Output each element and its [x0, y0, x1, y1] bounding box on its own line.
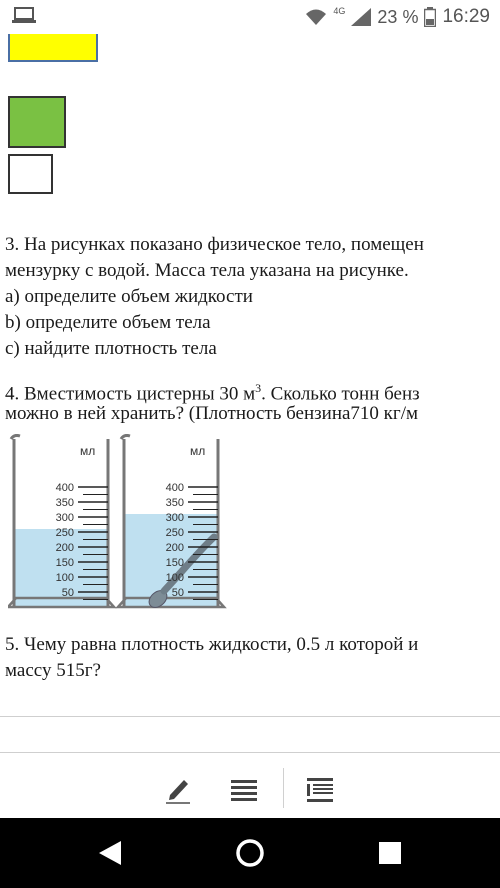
green-square	[8, 96, 66, 148]
back-icon	[97, 839, 123, 867]
scale-label: 400	[165, 482, 184, 494]
recents-icon	[377, 840, 403, 866]
divider-2	[0, 752, 500, 753]
recents-button[interactable]	[373, 836, 407, 870]
view-lines-button[interactable]	[224, 770, 264, 810]
status-bar	[0, 0, 500, 34]
scale-label: 350	[55, 497, 74, 509]
lines-icon	[231, 779, 257, 801]
beaker-spout	[121, 435, 130, 439]
edit-button[interactable]	[158, 770, 198, 810]
q3-line1: 3. На рисунках показано физическое тело, помещен	[5, 234, 424, 255]
home-icon	[235, 838, 265, 868]
q4-line1: 4. Вместимость цистерны 30 $м^3$. Сколько тонн бенз	[5, 381, 420, 405]
wifi-icon	[305, 8, 327, 26]
reflow-button[interactable]	[300, 770, 340, 810]
scale-label: 350	[165, 497, 184, 509]
beaker-spout	[11, 435, 20, 439]
scale-label: 300	[165, 512, 184, 524]
toolbar-separator	[283, 768, 284, 808]
q3-b: b) определите объем тела	[5, 312, 211, 333]
pencil-icon	[164, 775, 192, 805]
battery-percent: 23 %	[377, 6, 419, 27]
editor-toolbar	[0, 760, 500, 818]
scale-label: 50	[171, 587, 184, 599]
battery-icon	[424, 7, 436, 27]
home-button[interactable]	[233, 836, 267, 870]
scale-label: 200	[55, 542, 74, 554]
scale-label: 300	[55, 512, 74, 524]
back-button[interactable]	[93, 836, 127, 870]
divider-1	[0, 716, 500, 717]
signal-icon	[351, 8, 371, 26]
scale-label: 100	[55, 572, 74, 584]
q3-a: a) определите объем жидкости	[5, 286, 253, 307]
scale-label: 150	[165, 557, 184, 569]
beakers-figure	[8, 434, 268, 619]
scale-label: 150	[55, 557, 74, 569]
scale-label: 50	[61, 587, 74, 599]
q4-superscript: 3	[255, 381, 262, 395]
q3-c: c) найдите плотность тела	[5, 338, 217, 359]
q4-line2: можно в ней хранить? (Плотность бензина710 кг/м	[5, 403, 418, 424]
white-square	[8, 154, 53, 194]
q3-line2: мензурку с водой. Масса тела указана на рисунке.	[5, 260, 409, 281]
scale-label: 200	[165, 542, 184, 554]
yellow-square	[8, 34, 98, 62]
laptop-icon	[12, 6, 36, 24]
text-wrap-icon	[307, 778, 333, 802]
q5-line2: массу 515г?	[5, 660, 101, 681]
scale-label: 400	[55, 482, 74, 494]
scale-label: 250	[55, 527, 74, 539]
beaker-right	[118, 435, 224, 610]
beaker-unit-label: мл	[80, 444, 96, 458]
scale-label: 100	[165, 572, 184, 584]
q5-line1: 5. Чему равна плотность жидкости, 0.5 л которой и	[5, 634, 419, 655]
beaker-left	[8, 435, 114, 607]
network-type: 4G	[333, 6, 346, 16]
document-view[interactable]	[0, 34, 500, 724]
beaker-unit-label: мл	[190, 444, 206, 458]
navigation-bar	[0, 818, 500, 888]
scale-label: 250	[165, 527, 184, 539]
clock: 16:29	[442, 6, 490, 27]
